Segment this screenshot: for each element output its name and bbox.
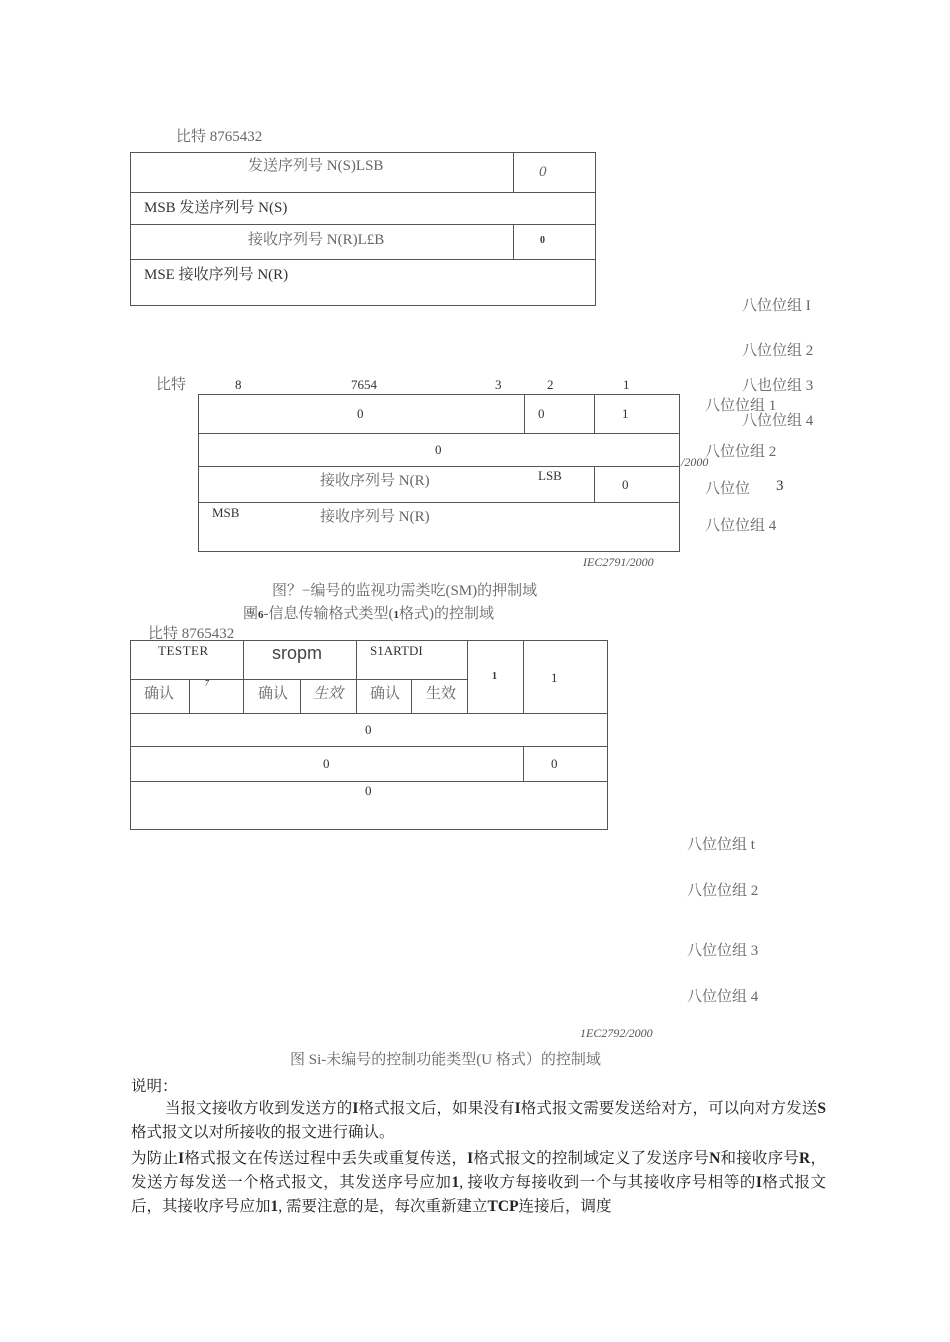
fig3-col-divider bbox=[300, 679, 301, 713]
fig3-header-bit-1b: 1 bbox=[551, 670, 558, 685]
fig3-glyph: ⁷ bbox=[205, 677, 210, 692]
fig3-octet-label: 八位位组 2 bbox=[687, 883, 759, 899]
fig1-octet-label: 八位位组 I bbox=[742, 298, 811, 314]
fig2-row3-lsb: LSB bbox=[538, 468, 562, 483]
fig2-row4-msb: MSB bbox=[212, 505, 240, 520]
fig2-iec-partial: /2000 bbox=[681, 455, 709, 469]
fig2-bit-2: 2 bbox=[547, 377, 554, 392]
fig3-col-divider bbox=[411, 679, 412, 713]
fig2-octet-number: 3 bbox=[776, 478, 784, 494]
fig3-col-divider bbox=[243, 640, 244, 713]
fig2-row2-value: 0 bbox=[435, 442, 442, 457]
fig3-row-divider bbox=[130, 746, 608, 747]
fig2-bit-7654: 7654 bbox=[351, 377, 377, 392]
fig2-row3-right: 0 bbox=[622, 477, 629, 492]
fig2-iec-ref: IEC2791/2000 bbox=[583, 555, 654, 569]
fig2-row3-label: 接收序列号 N(R) bbox=[320, 473, 430, 489]
fig1-row1-label: 发送序列号 N(S)LSB bbox=[248, 158, 384, 174]
fig2-row1-right: 1 bbox=[622, 406, 629, 421]
fig3-col-divider bbox=[356, 640, 357, 713]
fig1-row3-bit: 0 bbox=[540, 235, 545, 246]
fig3-row3-right: 0 bbox=[551, 756, 558, 771]
fig3-confirm-label: 确认 bbox=[144, 686, 175, 702]
fig1-row-divider bbox=[130, 259, 596, 260]
fig1-col-divider bbox=[513, 224, 514, 259]
fig3-bits-label: 比特 8765432 bbox=[148, 626, 235, 642]
fig1-octet-label: 八位位组 4 bbox=[742, 413, 814, 429]
fig2-table bbox=[198, 394, 680, 552]
fig3-header-tester: TESTER bbox=[158, 643, 209, 658]
fig3-caption: 图 Si-未编号的控制功能类型(U 格式）的控制域 bbox=[290, 1052, 601, 1068]
fig2-bit-1: 1 bbox=[623, 377, 630, 392]
fig3-octet-label: 八位位组 3 bbox=[687, 943, 759, 959]
fig2-col-divider bbox=[594, 394, 595, 433]
notes-heading: 说明： bbox=[131, 1078, 178, 1095]
fig1-row-divider bbox=[130, 224, 596, 225]
fig3-col-divider bbox=[523, 746, 524, 781]
fig2-col-divider bbox=[594, 466, 595, 502]
fig1-row4-label: MSE 接收序列号 N(R) bbox=[144, 267, 289, 283]
fig3-col-divider bbox=[523, 640, 524, 713]
fig2-row-divider bbox=[198, 502, 680, 503]
fig1-bits-label: 比特 8765432 bbox=[176, 129, 263, 145]
fig1-octet-label: 八也位组 3 bbox=[742, 378, 814, 394]
fig3-row-divider bbox=[130, 781, 608, 782]
fig3-effect-label: 生效 bbox=[313, 686, 344, 702]
fig3-confirm-label: 确认 bbox=[370, 686, 401, 702]
fig1-row-divider bbox=[130, 192, 596, 193]
fig2-octet-label: 八位位 bbox=[705, 481, 751, 497]
fig3-row4-value: 0 bbox=[365, 783, 372, 798]
notes-paragraph-2: 为防止I格式报文在传送过程中丢失或重复传送，I格式报文的控制域定义了发送序号N和接收序号R，发送方每发送一个格式报文，其发送序号应加1, 接收方每接收到一个与其接收序号相等的I格式报文后，其接收序号应加1, 需要注意的是，每次重新建立TCP连接后，调度 bbox=[131, 1150, 826, 1215]
fig2-row-divider bbox=[198, 466, 680, 467]
fig2-octet-label: 八位位组 4 bbox=[705, 518, 777, 534]
fig1-row2-label: MSB 发送序列号 N(S) bbox=[144, 200, 288, 216]
fig2-row1-left: 0 bbox=[357, 406, 364, 421]
fig3-effect-label: 生效 bbox=[426, 686, 457, 702]
fig3-confirm-label: 确认 bbox=[258, 686, 289, 702]
fig3-iec-ref: 1EC2792/2000 bbox=[580, 1026, 653, 1040]
fig2-row4-label: 接收序列号 N(R) bbox=[320, 509, 430, 525]
fig1-row1-bit: 0 bbox=[539, 164, 547, 180]
fig2-octet-label: 八位位组 2 bbox=[705, 444, 777, 460]
fig2-col-divider bbox=[524, 394, 525, 433]
fig3-header-bit-1a: 1 bbox=[492, 671, 497, 682]
fig1-row3-label: 接收序列号 N(R)L£B bbox=[248, 232, 385, 248]
fig2-octet-label: 八位位组 1 bbox=[705, 398, 777, 414]
fig1-col-divider bbox=[513, 152, 514, 192]
fig1-caption: 團6-信息传输格式类型(1格式)的控制域 bbox=[243, 606, 495, 622]
fig3-row2-value: 0 bbox=[365, 722, 372, 737]
fig3-col-divider bbox=[189, 679, 190, 713]
fig3-octet-label: 八位位组 4 bbox=[687, 989, 759, 1005]
fig2-bit-8: 8 bbox=[235, 377, 242, 392]
fig2-caption: 图？−编号的监视功需类吃(SM)的押制域 bbox=[272, 583, 538, 599]
fig2-bits-label: 比特 bbox=[156, 377, 187, 393]
fig3-col-divider bbox=[467, 640, 468, 713]
fig3-row3-left: 0 bbox=[323, 756, 330, 771]
fig3-header-s1artdi: S1ARTDI bbox=[370, 643, 423, 658]
fig3-header-sropm: sropm bbox=[272, 643, 323, 663]
notes-paragraph-1: 当报文接收方收到发送方的I格式报文后，如果没有I格式报文需要发送给对方，可以向对方发送S格式报文以对所接收的报文进行确认。 bbox=[131, 1100, 826, 1141]
fig3-subrow-divider bbox=[130, 679, 467, 680]
fig2-row-divider bbox=[198, 433, 680, 434]
fig1-octet-label: 八位位组 2 bbox=[742, 343, 814, 359]
fig3-octet-label: 八位位组 t bbox=[687, 837, 755, 853]
fig2-bit-3: 3 bbox=[495, 377, 502, 392]
fig2-row1-mid: 0 bbox=[538, 406, 545, 421]
fig3-row-divider bbox=[130, 713, 608, 714]
